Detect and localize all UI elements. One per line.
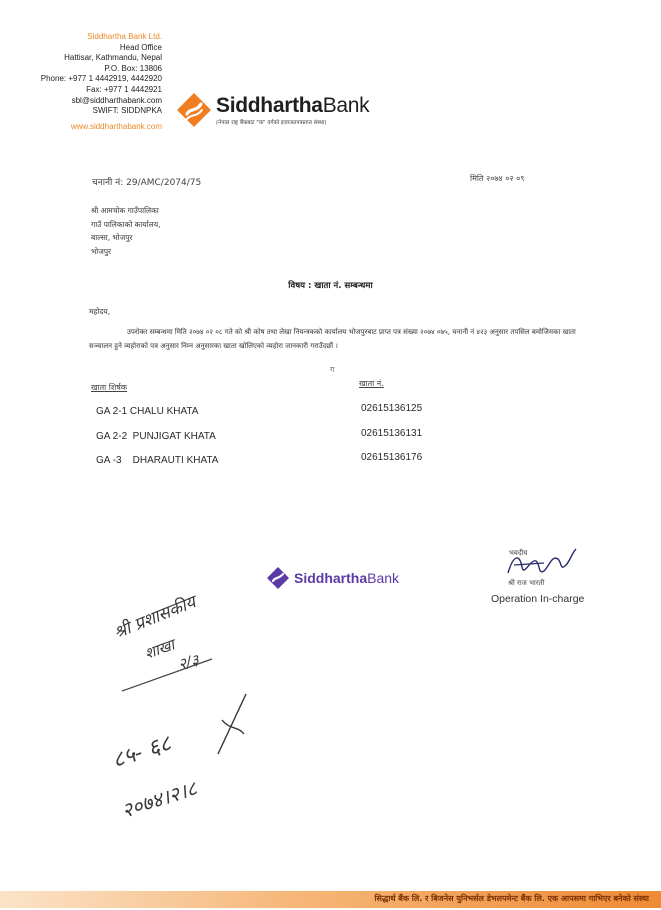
address-line: Fax: +977 1 4442921 [86, 84, 162, 94]
address-line: Head Office [119, 42, 162, 52]
logo-emblem-icon [176, 92, 212, 128]
account-name: GA -3 DHARAUTI KHATA [96, 455, 219, 466]
bank-logo [176, 92, 369, 128]
recipient-line: गाउँ पालिकाको कार्यालय, [91, 219, 161, 229]
account-number: 02615136176 [361, 452, 423, 463]
signatory-title: Operation In-charge [491, 593, 585, 605]
stamp-emblem-icon [266, 566, 290, 590]
address-line: SWIFT: SIDDNPKA [92, 106, 162, 116]
stamp-wordmark: SiddharthaBank [294, 570, 400, 586]
account-name: GA 2-1 CHALU KHATA [96, 406, 199, 417]
account-number: 02615136125 [361, 403, 423, 414]
footer-text: सिद्धार्थ बैंक लि. र बिजनेस युनिभर्सल डेभलपमेन्ट बैंक लि. एक आपसमा गाभिएर बनेको संस्था [374, 894, 649, 903]
handwritten-note: २/३ [176, 650, 201, 674]
recipient-block [91, 204, 161, 258]
recipient-line: श्री आमचोक गाउँपालिका [91, 206, 159, 215]
recipient-line: बाल्सा, भोजपुर [91, 233, 133, 242]
handwritten-note: शाखा [142, 635, 177, 663]
letter-body [89, 326, 589, 353]
bank-stamp [266, 566, 399, 590]
stray-mark: ग [330, 365, 335, 374]
account-name-header: खाता शिर्षक [91, 383, 128, 392]
logo-wordmark: SiddharthaBank [216, 93, 370, 117]
handwritten-strike [200, 690, 260, 760]
head-office-address [20, 32, 162, 132]
recipient-line: भोजपुर [91, 246, 112, 256]
handwritten-note: ८५- ६८ [109, 731, 175, 774]
handwritten-note: २०७४।२।८ [118, 775, 200, 823]
letter-date: मिति २०७४ ०२ ०९ [470, 174, 525, 183]
reference-number: चनानी नं: 29/AMC/2074/75 [92, 178, 202, 188]
salutation: महोदय, [89, 307, 111, 316]
account-number: 02615136131 [361, 428, 423, 439]
logo-tagline: (नेपाल राष्ट्र बैंकबाट "क" वर्गको इजाजतपत्रप्राप्त संस्था) [216, 119, 327, 126]
address-line: sbl@siddharthabank.com [71, 95, 162, 105]
subject-line: विषय : खाता नं. सम्बन्धमा [288, 281, 373, 291]
handwritten-note: श्री प्रशासकीय [111, 592, 199, 644]
body-paragraph: उपरोक्त सम्बन्धमा मिति २०७४ ०२ ०८ गते को श्री कोष तथा लेखा नियन्त्रकको कार्यालय भोजपुरबाट प्राप्त पत्र संख्या २०७४ ०७५, चनानी नं ४२३ अनुसार तपसिल बमोजिमका खाता सञ्चालन हुने व्यहोराको पत्र अनुसार निम्न अनुसारका खाता खोलिएको व्यहोरा जानकारी गराउँदछौं । [89, 328, 576, 350]
address-line: Phone: +977 1 4442919, 4442920 [40, 74, 162, 84]
account-name: GA 2-2 PUNJIGAT KHATA [96, 431, 216, 442]
bank-name: Siddhartha Bank Ltd. [87, 32, 162, 41]
account-number-header: खाता नं. [359, 379, 384, 388]
address-line: Hattisar, Kathmandu, Nepal [64, 53, 162, 63]
closing-text: भवदीय [509, 549, 528, 557]
signatory-name: श्री राज भारती [508, 579, 545, 587]
address-line: P.O. Box: 13806 [104, 63, 162, 73]
website-link[interactable]: www.siddharthabank.com [70, 121, 162, 131]
handwritten-underline [118, 655, 218, 695]
